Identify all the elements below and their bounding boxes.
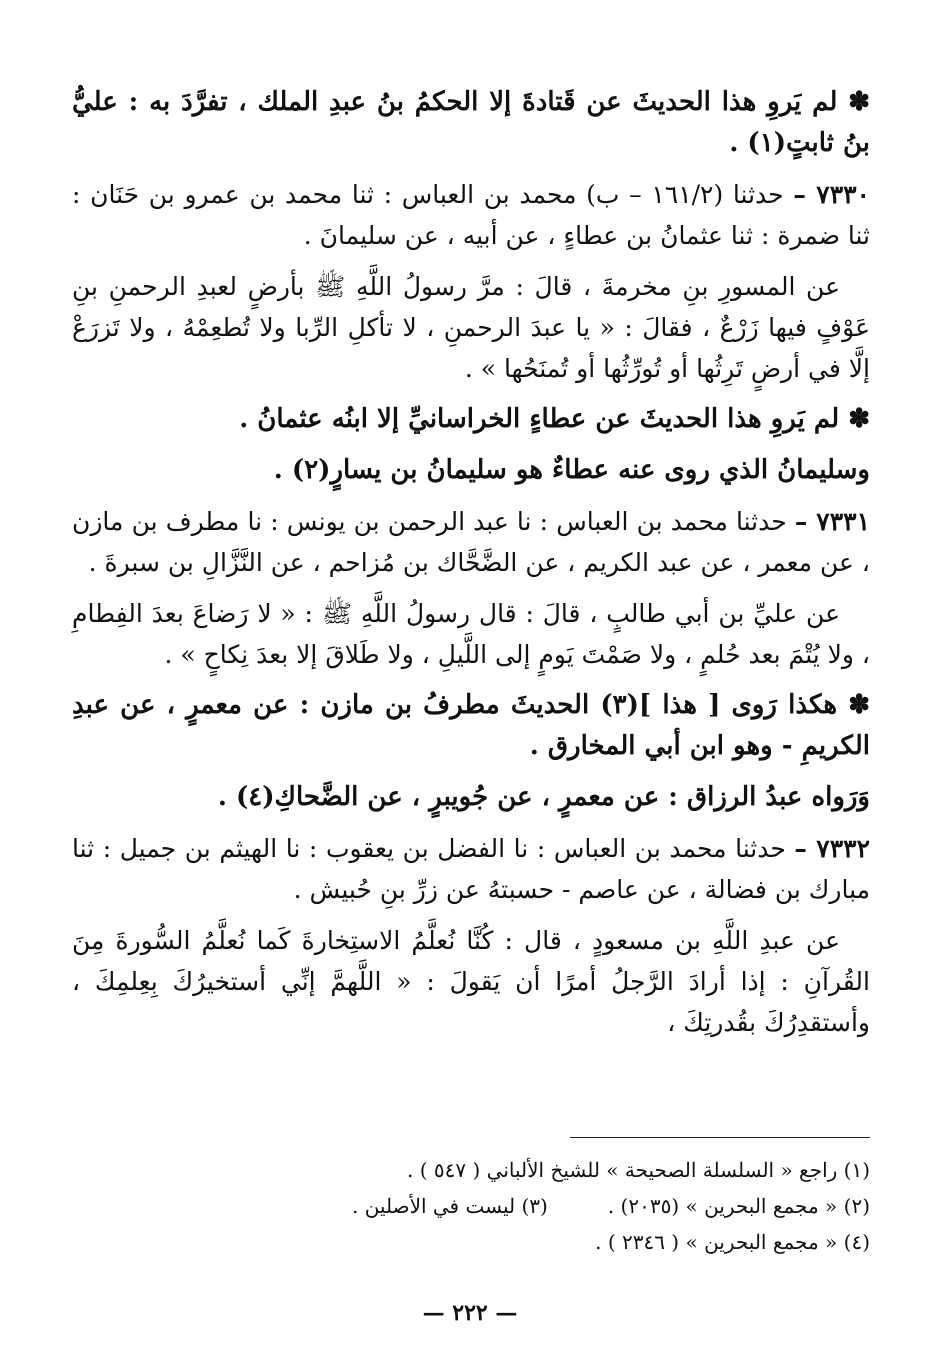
footnote-divider [570, 1137, 870, 1138]
page-number: — ٢٢٢ — [422, 1300, 518, 1326]
footnote-row-2-3 [72, 1188, 870, 1224]
body-text [72, 82, 870, 1043]
isnad-text: حدثنا محمد بن العباس : نا عبد الرحمن بن يونس : نا مطرف بن مازن ، عن معمر ، عن عبد الكريم ، عن الضَّحَّاك بن مُزاحم ، عن النَّزَّالِ بن سبرةَ . [72, 507, 870, 577]
hadith-7330-matn: عن المسورِ بنِ مخرمةَ ، قالَ : مرَّ رسولُ اللَّهِ ﷺ بأرضٍ لعبدِ الرحمنِ بنِ عَوْفٍ فيها زَرْعٌ ، فقالَ : « يا عبدَ الرحمنِ ، لا تأكلِ الرِّبا ولا تُطعِمْهُ ، ولا تَزرَعْ إلَّا في أرضٍ تَرِثُها أو تُورِّثُها أو تُمنَحُها » . [72, 272, 870, 383]
footnotes [72, 1137, 870, 1260]
hadith-number: ٧٣٣٠ – [793, 180, 870, 209]
hadith-7330-isnad [72, 174, 870, 256]
hadith-7331-isnad [72, 501, 870, 583]
editor-note-2: ✽ لم يَروِ هذا الحديثَ عن عطاءٍ الخراسانيِّ إلا ابنُه عثمانُ . [239, 404, 870, 434]
hadith-7331-matn: عن عليِّ بن أبي طالبٍ ، قالَ : قال رسولُ اللَّهِ ﷺ : « لا رَضاعَ بعدَ الفِطامِ ، ولا يُتْمَ بعد حُلمٍ ، ولا صَمْتَ يَومٍ إلى اللَّيلِ ، ولا طَلاقَ إلا بعدَ نِكاحٍ » . [72, 599, 870, 669]
footnote-1: (١) راجع « السلسلة الصحيحة » للشيخ الألباني ( ٥٤٧ ) . [407, 1158, 870, 1182]
footnote-2: (٢) « مجمع البحرين » (٢٠٣٥) . [607, 1194, 870, 1218]
editor-note-4: ✽ هكذا رَوى [ هذا ](٣) الحديثَ مطرفُ بن مازن : عن معمرٍ ، عن عبدِ الكريمِ - وهو ابن أبي المخارق . [72, 690, 870, 761]
footnote-4: (٤) « مجمع البحرين » ( ٢٣٤٦ ) . [595, 1230, 870, 1254]
footnote-3: (٣) ليست في الأصلين . [351, 1194, 548, 1218]
editor-note-3: وسليمانُ الذي روى عنه عطاءٌ هو سليمانُ بن يسارٍ(٢) . [273, 455, 870, 485]
hadith-7332-isnad [72, 828, 870, 910]
isnad-text: حدثنا محمد بن العباس : نا الفضل بن يعقوب : نا الهيثم بن جميل : ثنا مبارك بن فضالة ، عن عاصم - حسبتهُ عن زرِّ بنِ حُبيش . [72, 834, 870, 904]
hadith-7332-matn: عن عبدِ اللَّهِ بن مسعودٍ ، قال : كُنَّا نُعلَّمُ الاستِخارةَ كَما نُعلَّمُ السُّورةَ مِنَ القُرآنِ : إذا أرادَ الرَّجلُ أمرًا أن يَقولَ : « اللَّهمَّ إنِّي أستخيرُكَ بِعِلمِكَ ، وأستقدِرُكَ بقُدرتِكَ ، [72, 926, 870, 1037]
hadith-number: ٧٣٣١ – [794, 507, 870, 536]
isnad-text: حدثنا (١٦١/٢ – ب) محمد بن العباس : ثنا محمد بن عمرو بن حَنَان : ثنا ضمرة : ثنا عثمانُ بن عطاءٍ ، عن أبيه ، عن سليمانَ . [72, 180, 870, 250]
editor-note-5: وَرَواه عبدُ الرزاق : عن معمرٍ ، عن جُويبرٍ ، عن الضَّحاكِ(٤) . [217, 782, 870, 812]
editor-note-1: ✽ لم يَروِ هذا الحديثَ عن قَتادةَ إلا الحكمُ بنُ عبدِ الملك ، تفرَّدَ به : عليُّ بنُ ثابتٍ(١) . [72, 87, 870, 158]
hadith-number: ٧٣٣٢ – [794, 834, 870, 863]
